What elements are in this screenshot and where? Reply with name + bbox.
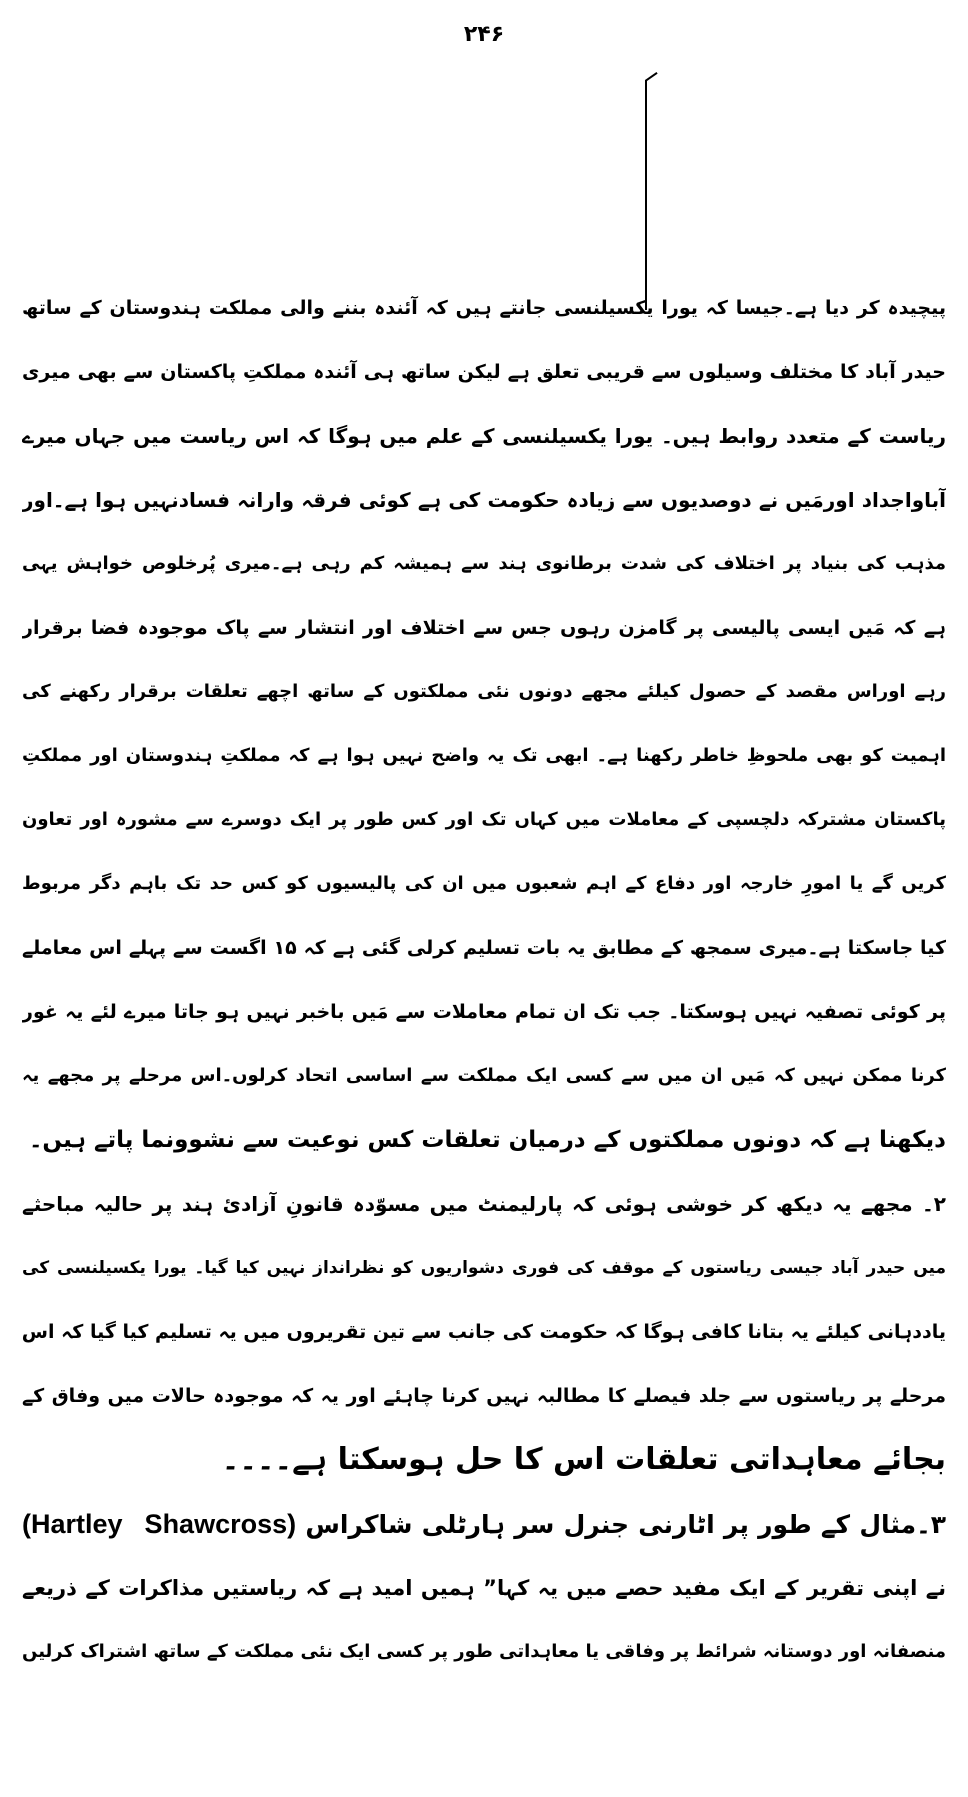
text-line: ہے کہ مَیں ایسی پالیسی پر گامزن رہوں جس سے اختلاف اور انتشار سے پاک موجودہ فضا برقرار xyxy=(22,617,946,639)
text-line: پر کوئی تصفیہ نہیں ہوسکتا۔ جب تک ان تمام معاملات سے مَیں باخبر نہیں ہو جاتا میرے لئے یہ غور xyxy=(22,1001,946,1023)
page-number: ۲۴۶ xyxy=(463,22,505,47)
text-line: رہے اوراس مقصد کے حصول کیلئے مجھے دونوں نئی مملکتوں کے ساتھ اچھے تعلقات برقرار رکھنے کی xyxy=(22,681,946,702)
document-body xyxy=(22,276,946,1684)
text-line: نے اپنی تقریر کے ایک مفید حصے میں یہ کہا” ہمیں امید ہے کہ ریاستیں مذاکرات کے ذریعے xyxy=(22,1576,946,1600)
text-line: ریاست کے متعدد روابط ہیں۔ یورا یکسیلنسی کے علم میں ہوگا کہ اس ریاست میں جہاں میرے xyxy=(22,424,946,448)
text-line: آباواجداد اورمَیں نے دوصدیوں سے زیادہ حکومت کی ہے کوئی فرقہ وارانہ فسادنہیں ہوا ہے۔اور xyxy=(22,488,946,512)
paragraph-end-line: دیکھنا ہے کہ دونوں مملکتوں کے درمیان تعلقات کس نوعیت سے نشوونما پاتے ہیں۔ xyxy=(28,1127,946,1153)
english-name-note: (Hartley Shawcross) xyxy=(22,1509,297,1539)
text-line: پیچیدہ کر دیا ہے۔جیسا کہ یورا یکسیلنسی جانتے ہیں کہ آئندہ بننے والی مملکت ہندوستان کے ساتھ xyxy=(22,297,946,319)
text-line: منصفانہ اور دوستانہ شرائط پر وفاقی یا معاہداتی طور پر کسی ایک نئی مملکت کے ساتھ اشتراک کرلیں xyxy=(22,1641,946,1662)
paragraph-end-line: بجائے معاہداتی تعلقات اس کا حل ہوسکتا ہے۔۔۔۔ xyxy=(221,1442,946,1477)
text-line: میں حیدر آباد جیسی ریاستوں کے موقف کی فوری دشواریوں کو نظرانداز نہیں کیا گیا۔ یورا یکسیلنسی کی xyxy=(22,1258,946,1278)
text-line: حیدر آباد کا مختلف وسیلوں سے قریبی تعلق ہے لیکن ساتھ ہی آئندہ مملکتِ پاکستان سے بھی میری xyxy=(22,361,946,383)
text-line: کریں گے یا امورِ خارجہ اور دفاع کے اہم شعبوں میں ان کی پالیسیوں کو کس حد تک باہم دگر مربوط xyxy=(22,873,946,894)
paragraph-3-urdu: ۳۔مثال کے طور پر اٹارنی جنرل سر ہارٹلی شاکراس xyxy=(305,1510,946,1539)
text-line: پاکستان مشترکہ دلچسپی کے معاملات میں کہاں تک اور کس طور پر ایک دوسرے سے مشورہ اور تعاون xyxy=(22,809,946,830)
text-line: مذہب کی بنیاد پر اختلاف کی شدت برطانوی ہند سے ہمیشہ کم رہی ہے۔میری پُرخلوص خواہش یہی xyxy=(22,553,946,574)
paragraph-2-start: ۲۔ مجھے یہ دیکھ کر خوشی ہوئی کہ پارلیمنٹ میں مسوّدہ قانونِ آزادیٔ ہند پر حالیہ مباحثے xyxy=(22,1192,946,1216)
text-line: یاددہانی کیلئے یہ بتانا کافی ہوگا کہ حکومت کی جانب سے تین تقریروں میں یہ تسلیم کیا گیا کہ اس xyxy=(22,1321,946,1343)
text-line: اہمیت کو بھی ملحوظِ خاطر رکھنا ہے۔ ابھی تک یہ واضح نہیں ہوا ہے کہ مملکتِ ہندوستان اور مملکتِ xyxy=(22,745,946,766)
text-line: مرحلے پر ریاستوں سے جلد فیصلے کا مطالبہ نہیں کرنا چاہئے اور یہ کہ موجودہ حالات میں وفاق کے xyxy=(22,1385,946,1407)
text-line: کرنا ممکن نہیں کہ مَیں ان میں سے کسی ایک مملکت سے اساسی اتحاد کرلوں۔اس مرحلے پر مجھے یہ xyxy=(22,1065,946,1086)
text-line: کیا جاسکتا ہے۔میری سمجھ کے مطابق یہ بات تسلیم کرلی گئی ہے کہ ۱۵ اگست سے پہلے اس معاملے xyxy=(22,937,946,959)
paragraph-3-start xyxy=(22,1492,946,1556)
